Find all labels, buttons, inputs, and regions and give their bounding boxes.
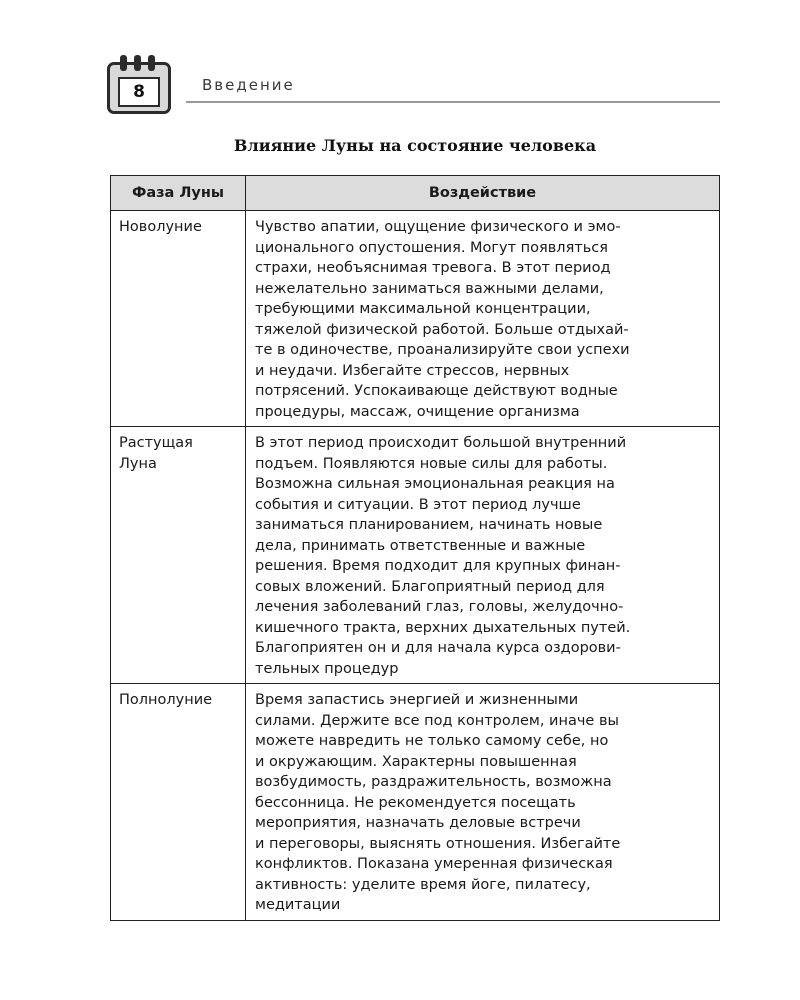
effect-line: Возможна сильная эмоциональная реакция на — [255, 476, 615, 492]
phase-cell — [111, 211, 246, 427]
phase-line: Новолуние — [119, 219, 202, 235]
phase-line: Полнолуние — [119, 692, 213, 708]
table-title: Влияние Луны на состояние человека — [233, 136, 597, 155]
chapter-title: Введение — [202, 76, 295, 94]
effect-line: ционального опустошения. Могут появляться — [255, 239, 608, 256]
calendar-page-icon — [107, 62, 171, 114]
effect-line: тельных процедур — [255, 660, 399, 677]
header-divider — [186, 101, 720, 103]
effect-line: те в одиночестве, проанализируйте свои успехи — [255, 342, 630, 358]
effect-line: и неудачи. Избегайте стрессов, нервных — [255, 362, 570, 379]
table-body — [111, 211, 720, 921]
effect-cell — [246, 211, 720, 427]
effect-cell — [246, 684, 720, 921]
effect-line: В этот период происходит большой внутренний — [255, 435, 627, 451]
effect-line: кишечного тракта, верхних дыхательных путей. — [255, 619, 631, 636]
effect-line: силами. Держите все под контролем, иначе вы — [255, 712, 619, 729]
effect-line: бессонница. Не рекомендуется посещать — [255, 794, 576, 811]
page-number: 8 — [118, 77, 160, 107]
table-row — [111, 684, 720, 921]
effect-line: решения. Время подходит для крупных финан- — [255, 558, 621, 574]
effect-line: возбудимость, раздражительность, возможна — [255, 774, 612, 790]
effect-line: тяжелой физической работой. Больше отдыхай- — [255, 321, 629, 338]
effect-line: страхи, необъяснимая тревога. В этот период — [255, 260, 611, 276]
effect-line: потрясений. Успокаивающе действуют водные — [255, 383, 618, 399]
effect-line: Чувство апатии, ощущение физического и эмо- — [255, 219, 621, 235]
effect-line: мероприятия, назначать деловые встречи — [255, 815, 581, 831]
phase-line: Луна — [119, 455, 157, 472]
effect-line: дела, принимать ответственные и важные — [255, 537, 586, 554]
phase-cell — [111, 427, 246, 684]
effect-cell — [246, 427, 720, 684]
effect-line: события и ситуации. В этот период лучше — [255, 496, 581, 513]
table-row — [111, 211, 720, 427]
calendar-ring-icon — [148, 55, 155, 71]
effect-line: и окружающим. Характерны повышенная — [255, 753, 577, 770]
effect-line: конфликтов. Показана умеренная физическая — [255, 856, 613, 872]
effect-line: совых вложений. Благоприятный период для — [255, 578, 605, 595]
moon-phase-table — [110, 175, 720, 921]
column-header-effect: Воздействие — [246, 176, 720, 211]
phase-line: Растущая — [119, 435, 193, 451]
column-header-phase: Фаза Луны — [111, 176, 246, 211]
effect-line: медитации — [255, 897, 341, 913]
effect-line: и переговоры, выяснять отношения. Избегайте — [255, 835, 621, 852]
effect-line: можете навредить не только самому себе, но — [255, 733, 609, 749]
effect-line: подъем. Появляются новые силы для работы. — [255, 455, 608, 472]
effect-line: заниматься планированием, начинать новые — [255, 517, 603, 533]
table-header-row — [111, 176, 720, 211]
effect-line: Благоприятен он и для начала курса оздорови- — [255, 640, 621, 656]
effect-line: лечения заболеваний глаз, головы, желудочно- — [255, 599, 624, 615]
phase-cell — [111, 684, 246, 921]
calendar-ring-icon — [120, 55, 127, 71]
table-row — [111, 427, 720, 684]
effect-line: процедуры, массаж, очищение организма — [255, 403, 580, 420]
effect-line: нежелательно заниматься важными делами, — [255, 280, 604, 297]
calendar-ring-icon — [134, 55, 141, 71]
effect-line: активность: уделите время йоге, пилатесу, — [255, 876, 591, 893]
effect-line: требующими максимальной концентрации, — [255, 301, 591, 317]
effect-line: Время запастись энергией и жизненными — [255, 692, 579, 708]
